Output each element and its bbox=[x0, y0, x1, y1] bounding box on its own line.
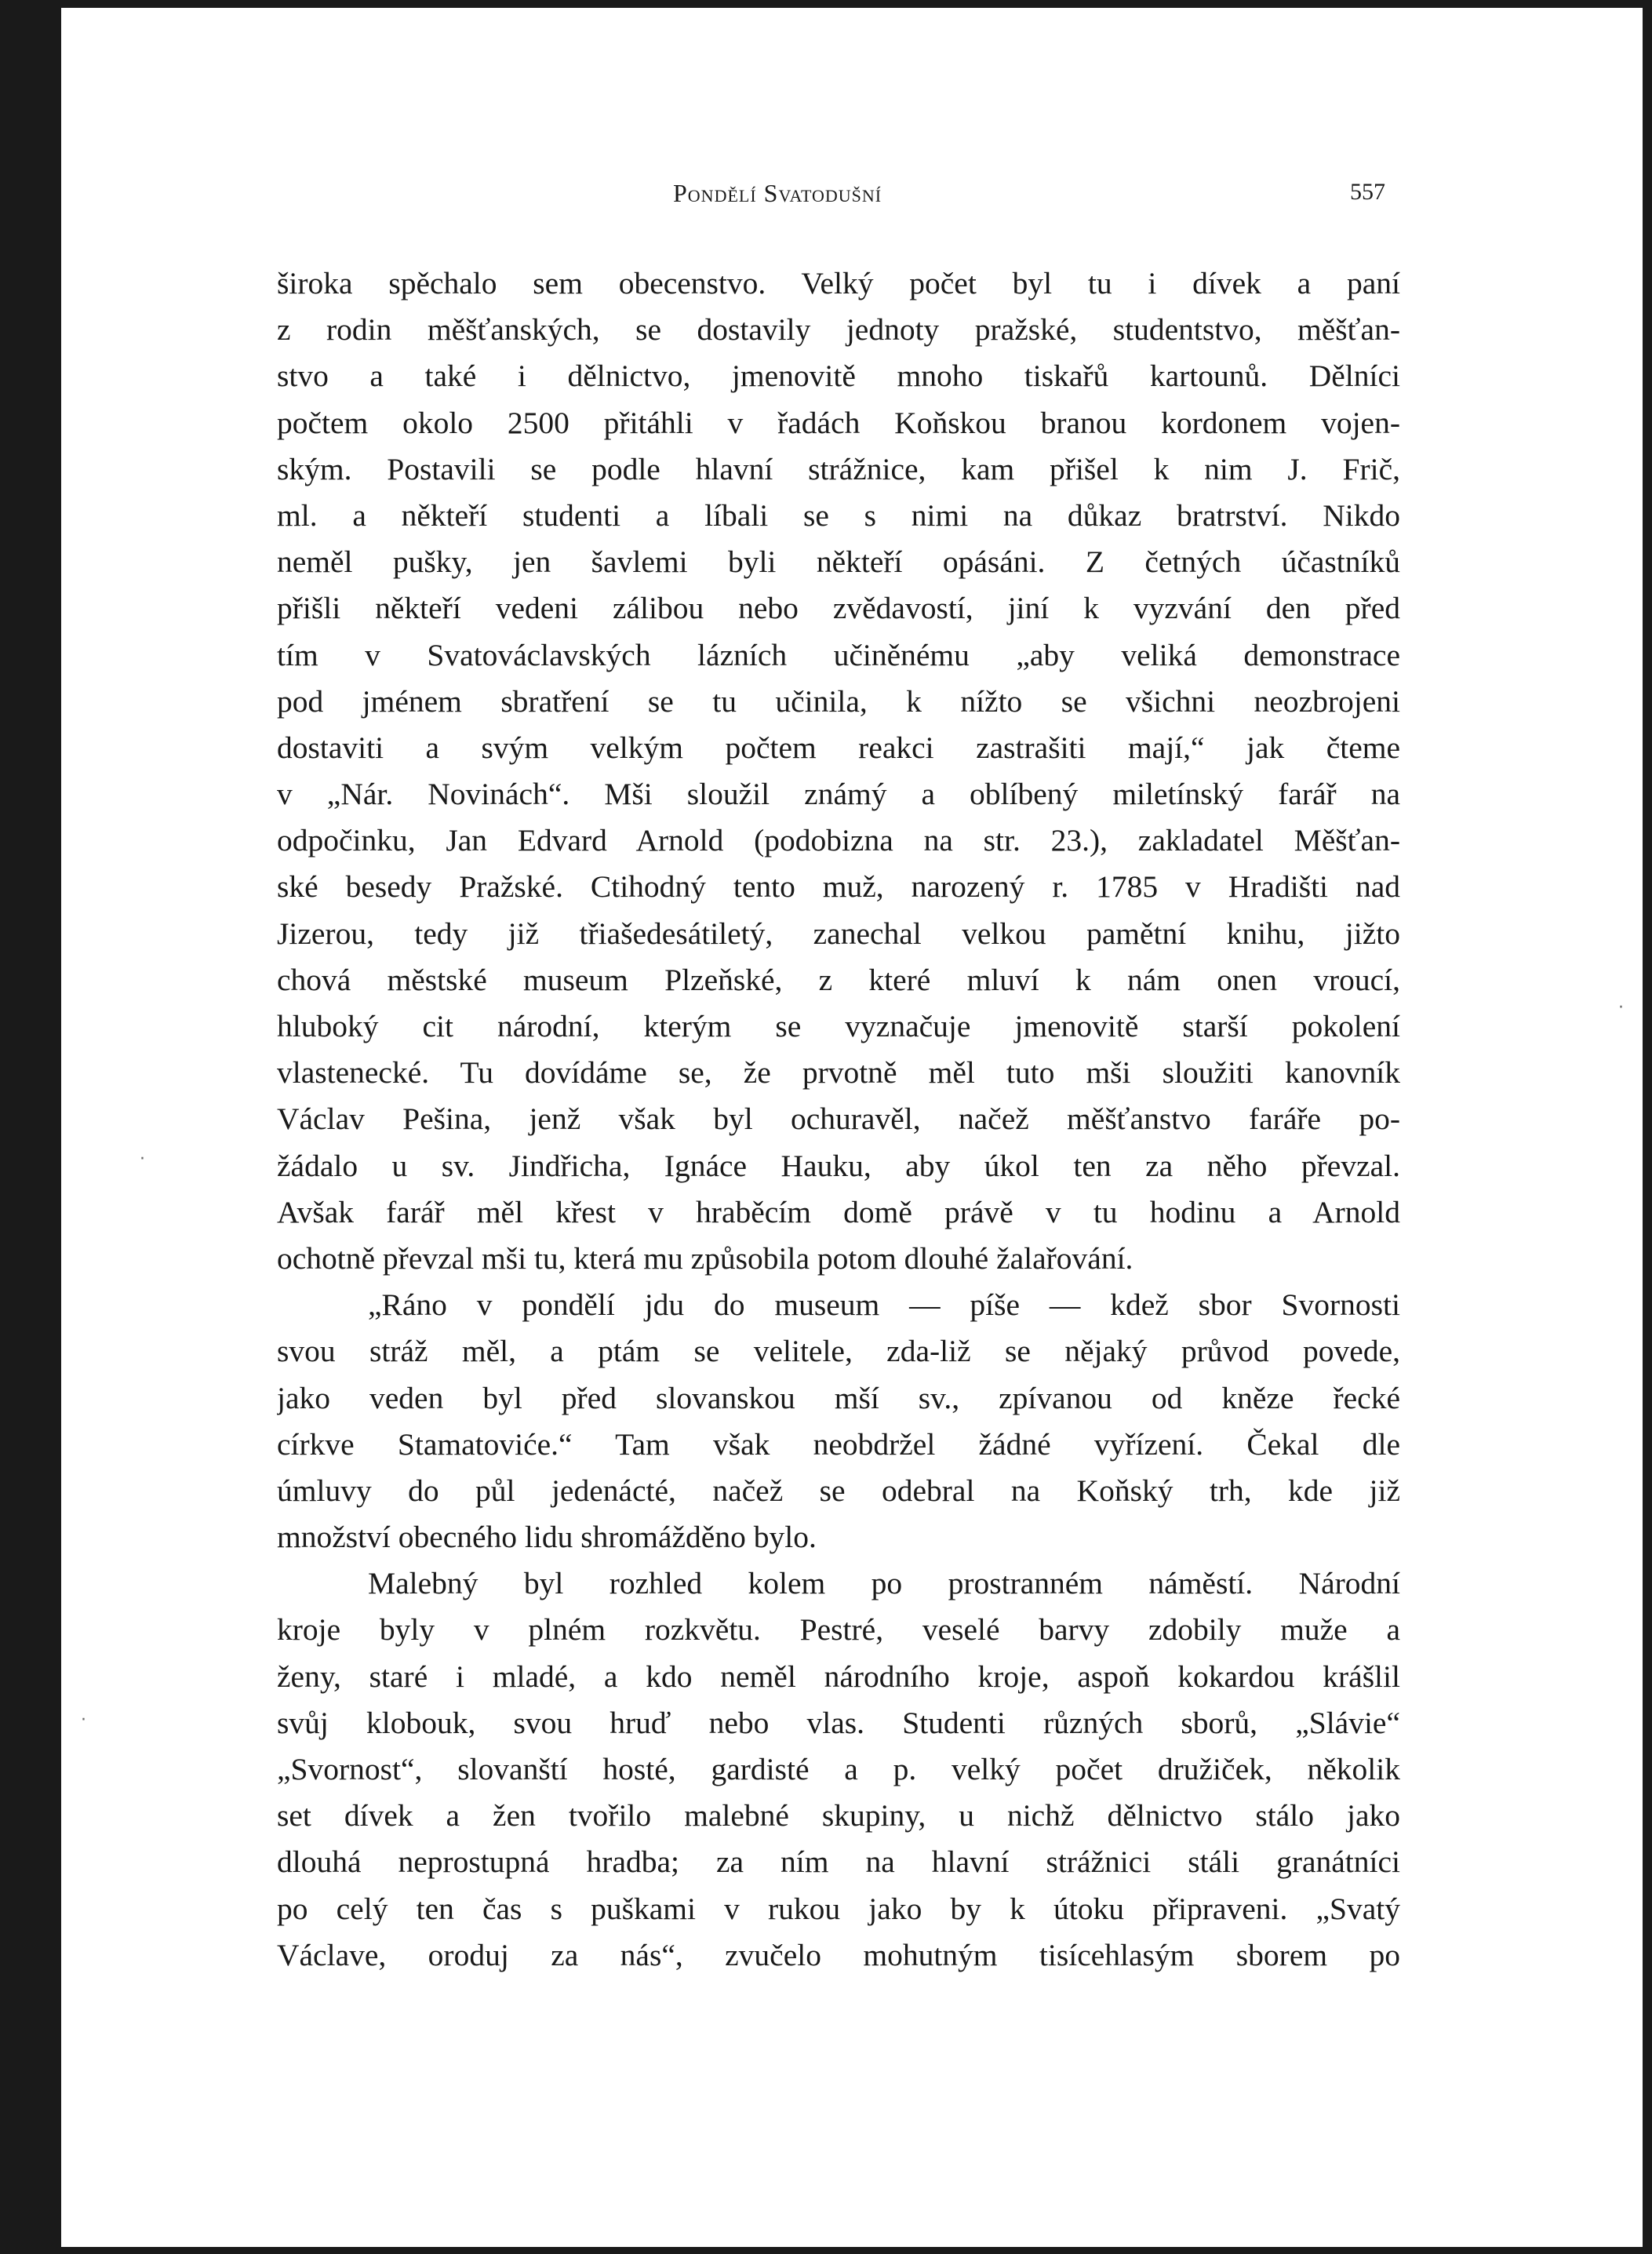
text-line: z rodin měšťanských, se dostavily jednoty pražské, studentstvo, měšťan- bbox=[277, 312, 1400, 348]
margin-speck: · bbox=[1618, 998, 1624, 1018]
text-line: svůj klobouk, svou hruď nebo vlas. Studenti různých sborů, „Slávie“ bbox=[277, 1705, 1400, 1740]
text-line: úmluvy do půl jedenácté, načež se odebral na Koňský trh, kde již bbox=[277, 1473, 1400, 1508]
text-line: široka spěchalo sem obecenstvo. Velký počet byl tu i dívek a paní bbox=[277, 266, 1400, 300]
text-line: po celý ten čas s puškami v rukou jako by k útoku připraveni. „Svatý bbox=[277, 1891, 1400, 1926]
text-line: množství obecného lidu shromážděno bylo. bbox=[277, 1520, 817, 1555]
text-line: hluboký cit národní, kterým se vyznačuje jmenovitě starší pokolení bbox=[277, 1009, 1400, 1043]
margin-speck: · bbox=[140, 1149, 145, 1169]
text-line: Václave, oroduj za nás“, zvučelo mohutným tisícehlasým sborem po bbox=[277, 1937, 1400, 1972]
text-line: ským. Postavili se podle hlavní strážnice, kam přišel k nim J. Frič, bbox=[277, 451, 1400, 486]
scan-border-right bbox=[1643, 0, 1652, 2254]
text-line: stvo a také i dělnictvo, jmenovitě mnoho tiskařů kartounů. Dělníci bbox=[277, 359, 1400, 394]
text-line: set dívek a žen tvořilo malebné skupiny, u nichž dělnictvo stálo jako bbox=[277, 1798, 1400, 1833]
text-line: Václav Pešina, jenž však byl ochuravěl, načež měšťanstvo faráře po- bbox=[277, 1102, 1400, 1137]
text-line: ochotně převzal mši tu, která mu způsobila potom dlouhé žalařování. bbox=[277, 1240, 1133, 1276]
text-line: dostaviti a svým velkým počtem reakci zastrašiti mají,“ jak čteme bbox=[277, 730, 1400, 765]
text-line: jako veden byl před slovanskou mší sv., zpívanou od kněze řecké bbox=[277, 1380, 1400, 1415]
paragraph bbox=[277, 1282, 1400, 1560]
text-line: neměl pušky, jen šavlemi byli někteří opásáni. Z četných účastníků bbox=[277, 544, 1400, 580]
text-line: v „Nár. Novinách“. Mši sloužil známý a oblíbený miletínský farář na bbox=[277, 777, 1400, 812]
text-line: odpočinku, Jan Edvard Arnold (podobizna na str. 23.), zakladatel Měšťan- bbox=[277, 823, 1400, 858]
text-line: počtem okolo 2500 přitáhli v řadách Koňskou branou kordonem vojen- bbox=[277, 405, 1400, 440]
paragraph bbox=[277, 1560, 1400, 1979]
text-line: přišli někteří vedeni zálibou nebo zvědavostí, jiní k vyzvání den před bbox=[277, 591, 1400, 626]
running-title: Pondělí Svatodušní bbox=[673, 179, 882, 207]
text-line: dlouhá neprostupná hradba; za ním na hlavní strážnici stáli granátníci bbox=[277, 1844, 1400, 1880]
text-line: ské besedy Pražské. Ctihodný tento muž, narozený r. 1785 v Hradišti nad bbox=[277, 869, 1400, 905]
scan-border-bottom bbox=[0, 2247, 1652, 2254]
page-number: 557 bbox=[1350, 179, 1385, 205]
text-line: kroje byly v plném rozkvětu. Pestré, veselé barvy zdobily muže a bbox=[277, 1612, 1400, 1648]
text-line: ml. a někteří studenti a líbali se s nimi na důkaz bratrství. Nikdo bbox=[277, 497, 1400, 533]
text-line: církve Stamatoviće.“ Tam však neobdržel žádné vyřízení. Čekal dle bbox=[277, 1426, 1400, 1462]
text-line: žádalo u sv. Jindřicha, Ignáce Hauku, aby úkol ten za něho převzal. bbox=[277, 1148, 1400, 1183]
paragraph bbox=[277, 260, 1400, 1282]
text-line: tím v Svatováclavských lázních učiněnému „aby veliká demonstrace bbox=[277, 637, 1400, 672]
text-line: „Svornost“, slovanští hosté, gardisté a p. velký počet družiček, několik bbox=[277, 1752, 1400, 1786]
margin-speck: · bbox=[81, 1710, 86, 1730]
text-line: pod jménem sbratření se tu učinila, k nížto se všichni neozbrojeni bbox=[277, 683, 1400, 719]
text-line: chová městské museum Plzeňské, z které mluví k nám onen vroucí, bbox=[277, 962, 1400, 997]
text-line: svou stráž měl, a ptám se velitele, zda-liž se nějaký průvod povede, bbox=[277, 1334, 1400, 1369]
body-text bbox=[277, 260, 1400, 1979]
scan-border-top bbox=[0, 0, 1652, 8]
text-line: vlastenecké. Tu dovídáme se, že prvotně měl tuto mši sloužiti kanovník bbox=[277, 1055, 1400, 1091]
text-line: Avšak farář měl křest v hraběcím domě právě v tu hodinu a Arnold bbox=[277, 1194, 1400, 1229]
text-line: ženy, staré i mladé, a kdo neměl národního kroje, aspoň kokardou krášlil bbox=[277, 1659, 1400, 1694]
book-page bbox=[61, 8, 1643, 2247]
text-line: Malebný byl rozhled kolem po prostranném náměstí. Národní bbox=[368, 1566, 1400, 1601]
text-line: „Ráno v pondělí jdu do museum — píše — kdež sbor Svornosti bbox=[368, 1287, 1400, 1323]
text-line: Jizerou, tedy již třiašedesátiletý, zanechal velkou pamětní knihu, jižto bbox=[277, 916, 1400, 951]
scan-border-left bbox=[0, 0, 61, 2254]
